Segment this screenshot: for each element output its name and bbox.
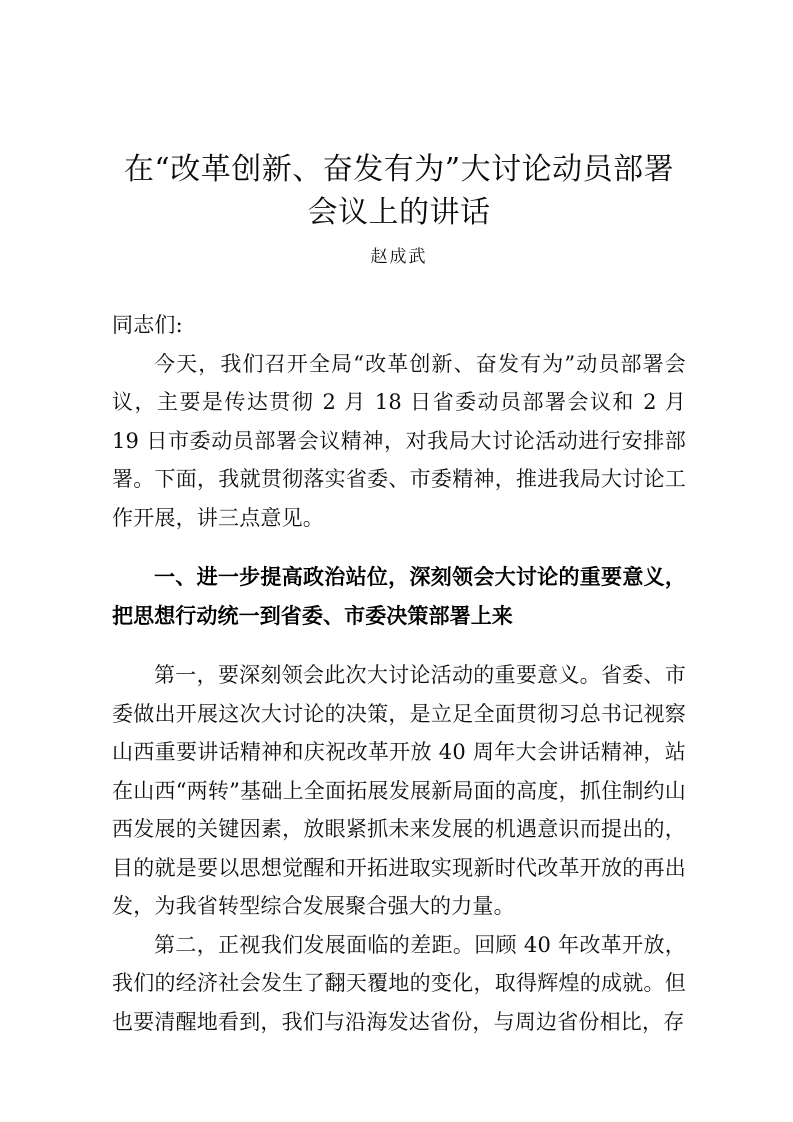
paragraph-point-2: 第二，正视我们发展面临的差距。回顾 40 年改革开放，我们的经济社会发生了翻天覆地的变化，取得辉煌的成就。但也要清醒地看到，我们与沿海发达省份，与周边省份相比，存 xyxy=(112,932,686,1034)
paragraph-point-1: 第一，要深刻领会此次大讨论活动的重要意义。省委、市委做出开展这次大讨论的决策，是立足全面贯彻习总书记视察山西重要讲话精神和庆祝改革开放 40 周年大会讲话精神，站在山西“两转”基础上全面拓展发展新局面的高度，抓住制约山西发展的关键因素，放眼紧抓未来发展的机遇意识而提出的，目的就是要以思想觉醒和开拓进取实现新时代改革开放的再出发，为我省转型综合发展聚合强大的力量。 xyxy=(112,663,686,918)
section-heading-1: 一、进一步提高政治站位，深刻领会大讨论的重要意义，把思想行动统一到省委、市委决策部署上来 xyxy=(112,565,686,628)
paragraph-opening: 今天，我们召开全局“改革创新、奋发有为”动员部署会议，主要是传达贯彻 2 月 18 日省委动员部署会议和 2 月 19 日市委动员部署会议精神，对我局大讨论活动进行安排部署。下面，我就贯彻落实省委、市委精神，推进我局大讨论工作开展，讲三点意见。 xyxy=(112,351,686,530)
document-title-line-2: 会议上的讲话 xyxy=(307,195,491,230)
document-body xyxy=(112,270,686,1041)
salutation: 同志们: xyxy=(112,313,183,337)
document-title xyxy=(112,0,686,234)
document-content-column xyxy=(112,0,686,1041)
document-author: 赵成武 xyxy=(370,247,428,267)
document-title-line-1: 在“改革创新、奋发有为”大讨论动员部署 xyxy=(123,152,675,187)
